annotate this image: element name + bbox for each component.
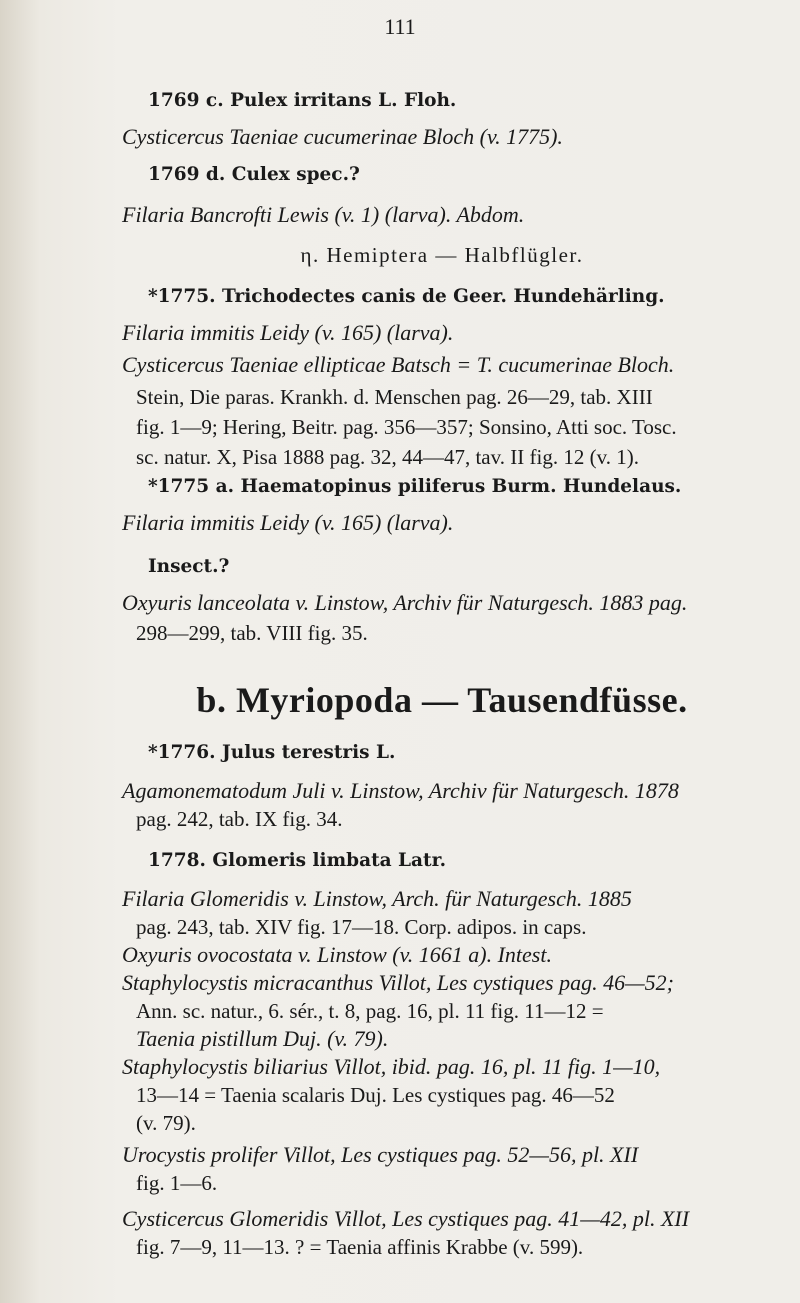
- parasite-line: Oxyuris lanceolata v. Linstow, Archiv für Naturgesch. 1883 pag.: [122, 590, 688, 615]
- entry-1775: [122, 282, 762, 472]
- page-number: 111: [384, 14, 416, 39]
- entry-insect: [122, 552, 762, 648]
- subsection-hemiptera: [122, 240, 762, 276]
- entry-1778: [122, 846, 762, 1262]
- parasite-line: Agamonematodum Juli v. Linstow, Archiv für Naturgesch. 1878: [122, 778, 679, 803]
- reference-line: pag. 242, tab. IX fig. 34.: [136, 807, 343, 831]
- entry-1769c: [122, 86, 762, 162]
- reference-line: fig. 7—9, 11—13. ? = Taenia affinis Krabbe (v. 599).: [136, 1235, 584, 1259]
- parasite-line: Cysticercus Glomeridis Villot, Les cystiques pag. 41—42, pl. XII: [122, 1206, 690, 1231]
- reference-line: fig. 1—6.: [136, 1171, 218, 1195]
- entry-heading: *1775. Trichodectes canis de Geer. Hundehärling.: [148, 286, 665, 307]
- reference-line: Ann. sc. natur., 6. sér., t. 8, pag. 16, pl. 11 fig. 11—12 =: [136, 999, 604, 1023]
- parasite-line: Oxyuris ovocostata v. Linstow (v. 1661 a). Intest.: [122, 942, 552, 967]
- reference-line: fig. 1—9; Hering, Beitr. pag. 356—357; Sonsino, Atti soc. Tosc.: [136, 415, 677, 439]
- entry-heading: Insect.?: [148, 556, 230, 577]
- parasite-line: Filaria Bancrofti Lewis (v. 1) (larva). Abdom.: [122, 202, 525, 227]
- entry-heading: 1769 d. Culex spec.?: [148, 164, 360, 185]
- parasite-line: Cysticercus Taeniae cucumerinae Bloch (v. 1775).: [122, 124, 563, 149]
- reference-line: 13—14 = Taenia scalaris Duj. Les cystiques pag. 46—52: [136, 1083, 615, 1107]
- reference-line: 298—299, tab. VIII fig. 35.: [136, 621, 368, 645]
- entry-1769d: [122, 160, 762, 240]
- parasite-line: Urocystis prolifer Villot, Les cystiques pag. 52—56, pl. XII: [122, 1142, 639, 1167]
- section-title: b. Myriopoda — Tausendfüsse.: [196, 680, 688, 720]
- section-myriopoda: [122, 676, 762, 724]
- subsection-title: η. Hemiptera — Halbflügler.: [300, 243, 584, 267]
- entry-heading: *1776. Julus terestris L.: [148, 742, 396, 763]
- parasite-line: Filaria immitis Leidy (v. 165) (larva).: [122, 320, 454, 345]
- entry-heading: 1778. Glomeris limbata Latr.: [148, 850, 447, 871]
- reference-line: Stein, Die paras. Krankh. d. Menschen pag. 26—29, tab. XIII: [136, 385, 653, 409]
- parasite-line: Staphylocystis micracanthus Villot, Les cystiques pag. 46—52;: [122, 970, 674, 995]
- reference-line: (v. 79).: [136, 1111, 196, 1135]
- reference-line: Taenia pistillum Duj. (v. 79).: [136, 1026, 389, 1051]
- reference-line: sc. natur. X, Pisa 1888 pag. 32, 44—47, tav. II fig. 12 (v. 1).: [136, 445, 639, 469]
- entry-1776: [122, 738, 762, 834]
- parasite-line: Staphylocystis biliarius Villot, ibid. pag. 16, pl. 11 fig. 1—10,: [122, 1054, 661, 1079]
- reference-line: pag. 243, tab. XIV fig. 17—18. Corp. adipos. in caps.: [136, 915, 587, 939]
- entry-1775a: [122, 472, 762, 548]
- entry-heading: 1769 c. Pulex irritans L. Floh.: [148, 90, 457, 111]
- entry-heading: *1775 a. Haematopinus piliferus Burm. Hundelaus.: [148, 476, 682, 497]
- parasite-line: Filaria Glomeridis v. Linstow, Arch. für Naturgesch. 1885: [122, 886, 632, 911]
- parasite-line: Filaria immitis Leidy (v. 165) (larva).: [122, 510, 454, 535]
- parasite-line: Cysticercus Taeniae ellipticae Batsch = T. cucumerinae Bloch.: [122, 352, 675, 377]
